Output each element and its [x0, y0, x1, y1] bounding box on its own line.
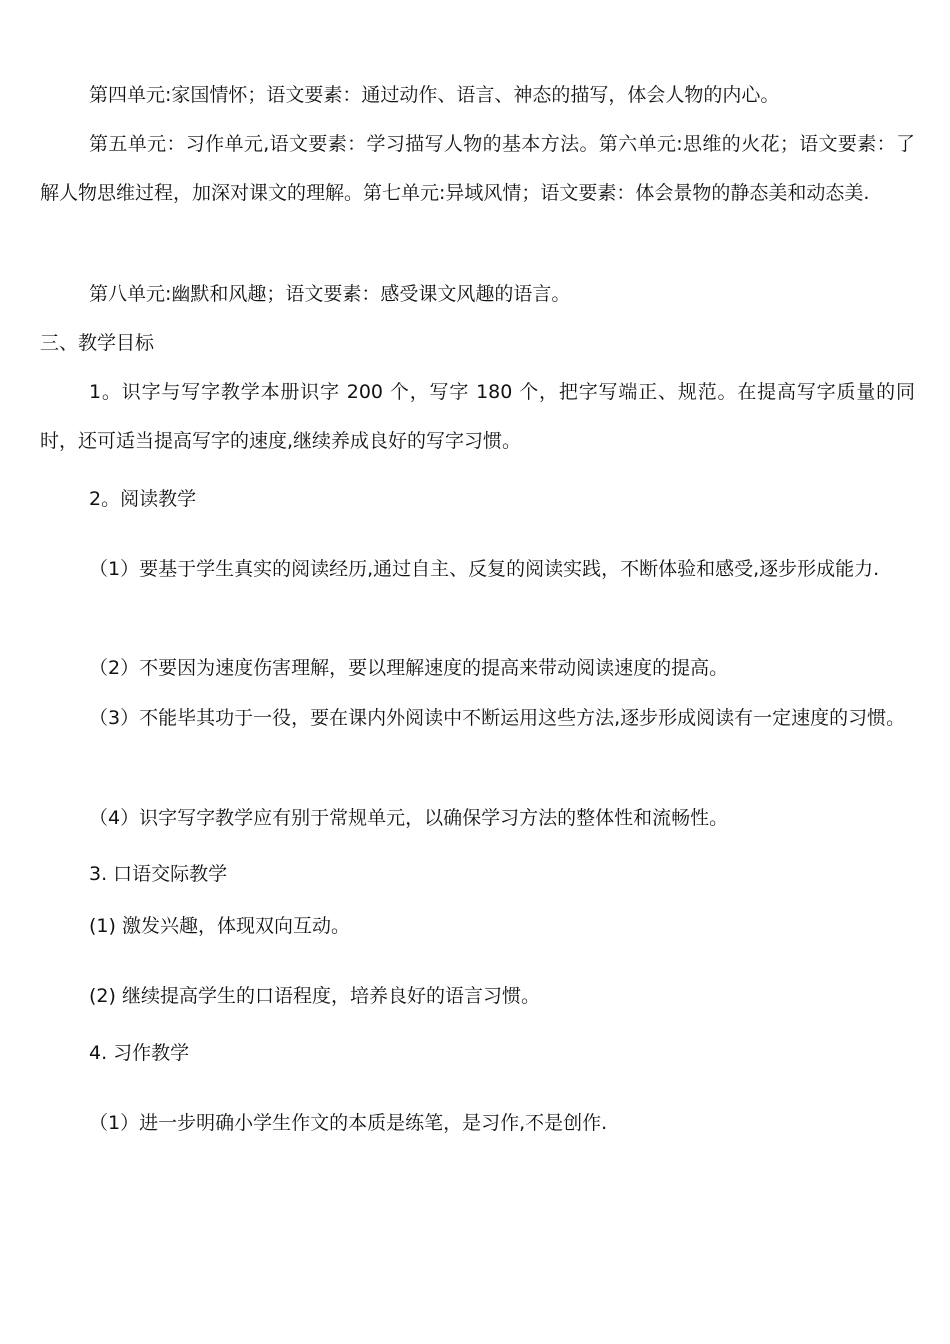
section-heading-teaching-goals: 三、教学目标 — [40, 332, 155, 354]
subheading-composition: 4. 习作教学 — [89, 1042, 190, 1064]
paragraph-oral-1: (1) 激发兴趣，体现双向互动。 — [89, 915, 350, 937]
paragraph-reading-2: （2）不要因为速度伤害理解，要以理解速度的提高来带动阅读速度的提高。 — [89, 657, 729, 679]
paragraph-unit-4: 第四单元:家国情怀；语文要素：通过动作、语言、神态的描写，体会人物的内心。 — [89, 84, 780, 106]
subheading-reading: 2。阅读教学 — [89, 488, 197, 510]
paragraph-oral-2: (2) 继续提高学生的口语程度，培养良好的语言习惯。 — [89, 985, 540, 1007]
paragraph-reading-3: （3）不能毕其功于一役，要在课内外阅读中不断运用这些方法,逐步形成阅读有一定速度的习惯。 — [89, 707, 906, 729]
paragraph-composition-1: （1）进一步明确小学生作文的本质是练笔，是习作,不是创作. — [89, 1112, 608, 1134]
paragraph-literacy-writing: 1。识字与写字教学本册识字 200 个，写字 180 个，把字写端正、规范。在提高写字质量的同时，还可适当提高写字的速度,继续养成良好的写字习惯。 — [40, 381, 915, 452]
paragraph-reading-1: （1）要基于学生真实的阅读经历,通过自主、反复的阅读实践，不断体验和感受,逐步形成能力. — [89, 558, 880, 580]
paragraph-units-5-7: 第五单元：习作单元,语文要素：学习描写人物的基本方法。第六单元:思维的火花；语文要素：了解人物思维过程，加深对课文的理解。第七单元:异域风情；语文要素：体会景物的静态美和动态美. — [40, 133, 915, 204]
paragraph-reading-4: （4）识字写字教学应有别于常规单元，以确保学习方法的整体性和流畅性。 — [89, 807, 729, 829]
subheading-oral: 3. 口语交际教学 — [89, 863, 228, 885]
paragraph-unit-8: 第八单元:幽默和风趣；语文要素：感受课文风趣的语言。 — [89, 283, 571, 305]
